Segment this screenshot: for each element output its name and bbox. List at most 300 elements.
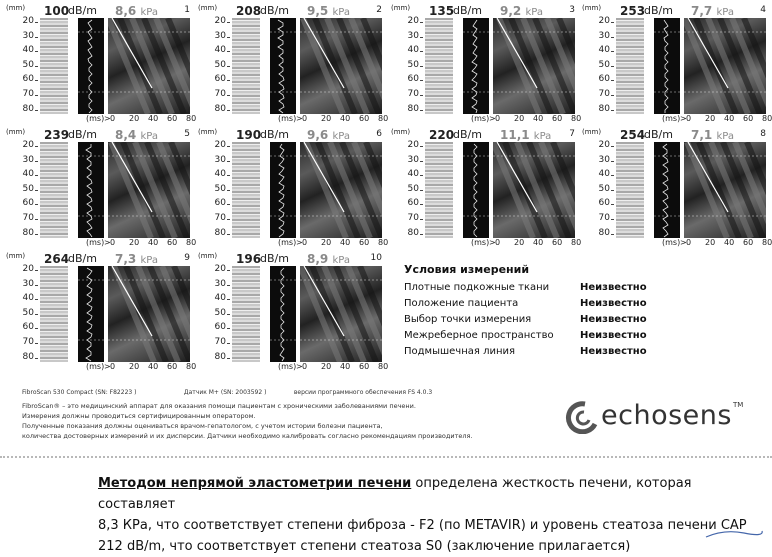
depth-axis — [196, 250, 230, 360]
stiffness-value — [500, 128, 551, 142]
elastogram-image — [684, 18, 766, 114]
time-axis — [86, 362, 197, 374]
elastogram-image — [300, 266, 382, 362]
depth-tick-label: 60 — [598, 198, 610, 209]
time-unit: (ms) — [278, 238, 297, 247]
depth-axis — [4, 2, 38, 112]
depth-tick-label: 70 — [407, 213, 419, 223]
a-mode-trace — [78, 266, 104, 362]
device-info — [22, 389, 542, 396]
time-axis — [471, 114, 582, 126]
time-tick-label: 40 — [148, 362, 159, 371]
conclusion-line-1: определена жесткость печени, которая составляет — [98, 476, 692, 512]
conditions-title: Условия измерений — [404, 263, 530, 276]
depth-tick-label: 20 — [598, 140, 610, 150]
stiffness-number: 9,5 — [307, 4, 329, 18]
time-tick-label: 0 — [302, 114, 308, 123]
m-mode-image — [425, 142, 453, 238]
time-tick-label: 80 — [186, 238, 197, 247]
depth-tick-label: 60 — [214, 198, 226, 209]
depth-tick-label: 40 — [407, 45, 419, 56]
stiffness-value — [307, 4, 350, 18]
time-tick-label: 40 — [533, 114, 544, 123]
stiffness-value — [115, 252, 158, 266]
cap-value: 190 — [236, 128, 262, 142]
time-tick-label: 20 — [705, 238, 716, 247]
a-mode-trace — [463, 142, 489, 238]
time-unit: (ms) — [471, 238, 490, 247]
time-tick-label: 60 — [167, 362, 178, 371]
note-line: Измерения должны проводиться сертифицированным оператором. — [22, 412, 256, 420]
time-tick-label: 0 — [686, 114, 692, 123]
a-mode-trace — [270, 266, 296, 362]
m-mode-image — [616, 18, 644, 114]
cap-unit: dB/m — [260, 128, 289, 141]
m-mode-image — [40, 18, 68, 114]
depth-unit: (mm) — [391, 4, 411, 12]
cap-value: 208 — [236, 4, 262, 18]
time-axis-marker: > — [296, 114, 303, 123]
depth-tick-label: 70 — [22, 337, 34, 347]
elastogram-image — [108, 142, 190, 238]
depth-tick-label: 40 — [598, 169, 610, 180]
depth-tick-label: 60 — [407, 198, 419, 209]
logo-trademark: TM — [733, 401, 744, 409]
software-version: версии программного обеспечения FS 4.0.3 — [293, 389, 433, 396]
depth-tick-label: 30 — [22, 154, 34, 165]
depth-tick-label: 50 — [598, 59, 610, 70]
depth-tick-label: 40 — [214, 45, 226, 56]
cap-unit: dB/m — [260, 252, 289, 265]
condition-value: Неизвестно — [580, 298, 647, 309]
cap-value: 239 — [44, 128, 70, 142]
a-mode-trace — [78, 142, 104, 238]
time-tick-label: 60 — [743, 238, 754, 247]
time-tick-label: 20 — [514, 114, 525, 123]
depth-tick-label: 50 — [214, 183, 226, 194]
m-mode-image — [232, 18, 260, 114]
stiffness-number: 9,2 — [500, 4, 522, 18]
stiffness-number: 9,6 — [307, 128, 329, 142]
panel-number: 9 — [184, 253, 190, 263]
condition-value: Неизвестно — [580, 282, 647, 293]
stiffness-unit: kPa — [716, 131, 734, 142]
depth-tick-label: 50 — [22, 183, 34, 194]
panel-number: 6 — [376, 129, 382, 139]
cap-value: 135 — [429, 4, 455, 18]
depth-tick-label: 60 — [22, 74, 34, 85]
depth-tick-label: 30 — [22, 30, 34, 41]
measurement-panel — [4, 126, 197, 248]
m-mode-image — [40, 266, 68, 362]
depth-tick-label: 80 — [598, 227, 610, 238]
condition-label: Выбор точки измерения — [404, 314, 532, 325]
time-axis-marker: > — [104, 238, 111, 247]
stiffness-unit: kPa — [332, 7, 350, 18]
stiffness-unit: kPa — [525, 7, 543, 18]
time-tick-label: 80 — [186, 362, 197, 371]
conclusion-text — [98, 473, 748, 557]
condition-value: Неизвестно — [580, 314, 647, 325]
note-line: количества достоверных измерений и их дисперсии. Датчики необходимо калибровать согласно рекомендациям производителя. — [22, 432, 473, 440]
time-tick-label: 60 — [359, 362, 370, 371]
panel-number: 4 — [760, 5, 766, 15]
depth-unit: (mm) — [6, 4, 26, 12]
depth-tick-label: 60 — [214, 74, 226, 85]
time-axis — [662, 238, 772, 250]
depth-unit: (mm) — [582, 128, 602, 136]
time-tick-label: 60 — [552, 114, 563, 123]
depth-unit: (mm) — [391, 128, 411, 136]
stiffness-number: 8,9 — [307, 252, 329, 266]
time-tick-label: 20 — [321, 238, 332, 247]
cap-unit: dB/m — [453, 4, 482, 17]
time-axis-marker: > — [680, 238, 687, 247]
panel-number: 5 — [184, 129, 190, 139]
stiffness-number: 8,4 — [115, 128, 137, 142]
time-tick-label: 0 — [686, 238, 692, 247]
time-tick-label: 80 — [378, 238, 389, 247]
depth-tick-label: 30 — [598, 30, 610, 41]
measurement-conditions — [404, 263, 704, 362]
measurement-panel — [196, 2, 389, 124]
panel-number: 8 — [760, 129, 766, 139]
condition-label: Межреберное пространство — [404, 330, 554, 341]
time-tick-label: 20 — [129, 114, 140, 123]
depth-tick-label: 80 — [214, 351, 226, 362]
time-axis-marker: > — [296, 362, 303, 371]
time-tick-label: 60 — [359, 114, 370, 123]
depth-tick-label: 30 — [22, 278, 34, 289]
depth-tick-label: 30 — [407, 30, 419, 41]
a-mode-trace — [654, 18, 680, 114]
time-tick-label: 40 — [340, 114, 351, 123]
depth-tick-label: 80 — [22, 227, 34, 238]
depth-axis — [196, 2, 230, 112]
panel-number: 1 — [184, 5, 190, 15]
condition-value: Неизвестно — [580, 346, 647, 357]
cap-unit: dB/m — [453, 128, 482, 141]
time-axis — [86, 238, 197, 250]
echosens-logo — [565, 398, 755, 438]
time-tick-label: 40 — [724, 238, 735, 247]
depth-axis — [580, 126, 614, 236]
depth-axis — [580, 2, 614, 112]
m-mode-image — [232, 142, 260, 238]
time-tick-label: 40 — [724, 114, 735, 123]
condition-label: Положение пациента — [404, 298, 519, 309]
conclusion-line-2: 8,3 КРа, что соответствует степени фиброза - F2 (по METAVIR) и уровень стеатоза печени САР — [98, 518, 747, 533]
stiffness-unit: kPa — [533, 131, 552, 142]
time-tick-label: 80 — [762, 114, 772, 123]
depth-tick-label: 30 — [407, 154, 419, 165]
time-tick-label: 0 — [110, 238, 116, 247]
note-line: FibroScan® – это медицинский аппарат для оказания помощи пациентам с хроническими заболеваниями печени. — [22, 402, 416, 410]
depth-tick-label: 80 — [598, 103, 610, 114]
depth-tick-label: 20 — [214, 140, 226, 150]
depth-tick-label: 20 — [22, 140, 34, 150]
condition-row — [404, 282, 704, 298]
a-mode-trace — [78, 18, 104, 114]
time-tick-label: 80 — [571, 114, 582, 123]
time-unit: (ms) — [662, 238, 681, 247]
depth-axis — [389, 2, 423, 112]
depth-tick-label: 60 — [598, 74, 610, 85]
time-axis — [278, 238, 389, 250]
signature-scribble — [704, 527, 764, 539]
elastogram-image — [493, 18, 575, 114]
m-mode-image — [616, 142, 644, 238]
depth-tick-label: 30 — [214, 154, 226, 165]
depth-tick-label: 50 — [598, 183, 610, 194]
depth-tick-label: 70 — [598, 89, 610, 99]
cap-value: 196 — [236, 252, 262, 266]
stiffness-value — [307, 252, 350, 266]
time-axis — [278, 362, 389, 374]
stiffness-number: 7,7 — [691, 4, 713, 18]
cap-value: 220 — [429, 128, 455, 142]
depth-tick-label: 80 — [22, 351, 34, 362]
depth-tick-label: 50 — [407, 183, 419, 194]
depth-tick-label: 70 — [598, 213, 610, 223]
time-tick-label: 0 — [110, 362, 116, 371]
elastogram-image — [684, 142, 766, 238]
condition-row — [404, 314, 704, 330]
time-tick-label: 0 — [302, 362, 308, 371]
elastogram-image — [300, 18, 382, 114]
note-line: Полученные показания должны оцениваться врачом-гепатологом, с учетом истории болезни пациента, — [22, 422, 383, 430]
time-axis — [471, 238, 582, 250]
disclaimer-notes — [22, 401, 492, 441]
time-tick-label: 40 — [148, 114, 159, 123]
condition-label: Плотные подкожные ткани — [404, 282, 550, 293]
time-axis-marker: > — [104, 114, 111, 123]
time-tick-label: 40 — [533, 238, 544, 247]
depth-tick-label: 40 — [22, 169, 34, 180]
stiffness-number: 11,1 — [500, 128, 530, 142]
depth-tick-label: 20 — [22, 16, 34, 26]
cap-value: 254 — [620, 128, 646, 142]
stiffness-number: 7,1 — [691, 128, 713, 142]
depth-tick-label: 70 — [214, 213, 226, 223]
cap-unit: dB/m — [260, 4, 289, 17]
depth-tick-label: 30 — [214, 278, 226, 289]
depth-tick-label: 20 — [407, 140, 419, 150]
cap-unit: dB/m — [68, 252, 97, 265]
depth-tick-label: 80 — [214, 227, 226, 238]
depth-unit: (mm) — [198, 128, 218, 136]
depth-tick-label: 40 — [22, 45, 34, 56]
elastogram-image — [108, 18, 190, 114]
time-axis — [662, 114, 772, 126]
cap-value: 264 — [44, 252, 70, 266]
stiffness-value — [500, 4, 543, 18]
time-axis-marker: > — [489, 238, 496, 247]
time-tick-label: 20 — [129, 238, 140, 247]
measurement-panel — [4, 250, 197, 372]
a-mode-trace — [463, 18, 489, 114]
time-tick-label: 40 — [148, 238, 159, 247]
condition-row — [404, 298, 704, 314]
depth-tick-label: 80 — [407, 227, 419, 238]
stiffness-number: 8,6 — [115, 4, 137, 18]
time-tick-label: 80 — [378, 114, 389, 123]
probe-info: Датчик M+ (SN: 2003592 ) — [183, 389, 267, 396]
cap-unit: dB/m — [68, 4, 97, 17]
time-unit: (ms) — [278, 114, 297, 123]
cap-value: 253 — [620, 4, 646, 18]
time-tick-label: 80 — [186, 114, 197, 123]
stiffness-unit: kPa — [332, 131, 350, 142]
depth-tick-label: 40 — [407, 169, 419, 180]
depth-tick-label: 80 — [214, 103, 226, 114]
stiffness-unit: kPa — [140, 131, 158, 142]
time-tick-label: 0 — [495, 238, 501, 247]
depth-tick-label: 70 — [214, 89, 226, 99]
depth-unit: (mm) — [6, 252, 26, 260]
time-tick-label: 80 — [571, 238, 582, 247]
stiffness-unit: kPa — [140, 255, 158, 266]
depth-unit: (mm) — [198, 252, 218, 260]
depth-tick-label: 60 — [214, 322, 226, 333]
echosens-logo-icon — [565, 400, 599, 434]
time-unit: (ms) — [86, 238, 105, 247]
condition-row — [404, 330, 704, 346]
cap-unit: dB/m — [644, 128, 673, 141]
depth-tick-label: 20 — [598, 16, 610, 26]
time-unit: (ms) — [86, 114, 105, 123]
measurement-panel — [580, 126, 772, 248]
measurement-panel — [196, 250, 389, 372]
depth-tick-label: 70 — [214, 337, 226, 347]
time-tick-label: 40 — [340, 238, 351, 247]
divider — [0, 456, 772, 458]
time-tick-label: 0 — [110, 114, 116, 123]
time-axis — [278, 114, 389, 126]
depth-tick-label: 20 — [214, 264, 226, 274]
time-unit: (ms) — [471, 114, 490, 123]
measurement-panel — [389, 2, 582, 124]
stiffness-number: 7,3 — [115, 252, 137, 266]
depth-tick-label: 20 — [22, 264, 34, 274]
conclusion-lead: Методом непрямой эластометрии печени — [98, 476, 412, 491]
depth-axis — [196, 126, 230, 236]
depth-unit: (mm) — [198, 4, 218, 12]
device-model: FibroScan 530 Compact (SN: F82223 ) — [22, 389, 137, 396]
stiffness-value — [691, 4, 734, 18]
depth-tick-label: 20 — [214, 16, 226, 26]
measurement-panel — [4, 2, 197, 124]
time-tick-label: 80 — [378, 362, 389, 371]
panel-number: 3 — [569, 5, 575, 15]
depth-tick-label: 50 — [214, 59, 226, 70]
stiffness-unit: kPa — [716, 7, 734, 18]
depth-unit: (mm) — [6, 128, 26, 136]
depth-tick-label: 70 — [22, 213, 34, 223]
time-axis-marker: > — [489, 114, 496, 123]
condition-value: Неизвестно — [580, 330, 647, 341]
time-tick-label: 60 — [167, 114, 178, 123]
panel-number: 2 — [376, 5, 382, 15]
depth-axis — [4, 126, 38, 236]
time-tick-label: 80 — [762, 238, 772, 247]
time-tick-label: 60 — [359, 238, 370, 247]
time-tick-label: 20 — [321, 114, 332, 123]
time-unit: (ms) — [86, 362, 105, 371]
a-mode-trace — [270, 18, 296, 114]
depth-tick-label: 70 — [22, 89, 34, 99]
depth-tick-label: 50 — [407, 59, 419, 70]
depth-tick-label: 50 — [214, 307, 226, 318]
time-axis-marker: > — [104, 362, 111, 371]
time-axis-marker: > — [680, 114, 687, 123]
stiffness-unit: kPa — [140, 7, 158, 18]
a-mode-trace — [270, 142, 296, 238]
time-tick-label: 60 — [552, 238, 563, 247]
time-tick-label: 0 — [302, 238, 308, 247]
cap-unit: dB/m — [644, 4, 673, 17]
time-tick-label: 0 — [495, 114, 501, 123]
stiffness-value — [691, 128, 734, 142]
cap-value: 100 — [44, 4, 70, 18]
time-tick-label: 20 — [129, 362, 140, 371]
depth-tick-label: 60 — [407, 74, 419, 85]
stiffness-value — [115, 128, 158, 142]
depth-axis — [4, 250, 38, 360]
stiffness-value — [307, 128, 350, 142]
time-unit: (ms) — [278, 362, 297, 371]
time-tick-label: 60 — [167, 238, 178, 247]
time-tick-label: 20 — [705, 114, 716, 123]
logo-wordmark: echosens — [601, 400, 732, 431]
time-tick-label: 20 — [514, 238, 525, 247]
m-mode-image — [425, 18, 453, 114]
depth-tick-label: 60 — [22, 198, 34, 209]
panel-number: 7 — [569, 129, 575, 139]
elastogram-image — [108, 266, 190, 362]
depth-tick-label: 40 — [22, 293, 34, 304]
conclusion-line-3: 212 dB/m, что соответствует степени стеатоза S0 (заключение прилагается) — [98, 539, 631, 554]
condition-row — [404, 346, 704, 362]
depth-tick-label: 40 — [214, 293, 226, 304]
m-mode-image — [232, 266, 260, 362]
depth-tick-label: 40 — [598, 45, 610, 56]
measurement-panel — [389, 126, 582, 248]
depth-tick-label: 80 — [407, 103, 419, 114]
depth-tick-label: 80 — [22, 103, 34, 114]
stiffness-unit: kPa — [332, 255, 350, 266]
time-tick-label: 40 — [340, 362, 351, 371]
elastogram-image — [300, 142, 382, 238]
panel-number: 10 — [370, 253, 382, 263]
cap-unit: dB/m — [68, 128, 97, 141]
depth-tick-label: 20 — [407, 16, 419, 26]
measurement-panel — [196, 126, 389, 248]
depth-axis — [389, 126, 423, 236]
time-unit: (ms) — [662, 114, 681, 123]
elastogram-image — [493, 142, 575, 238]
depth-tick-label: 60 — [22, 322, 34, 333]
depth-unit: (mm) — [582, 4, 602, 12]
stiffness-value — [115, 4, 158, 18]
depth-tick-label: 30 — [214, 30, 226, 41]
depth-tick-label: 50 — [22, 59, 34, 70]
time-tick-label: 60 — [743, 114, 754, 123]
time-axis — [86, 114, 197, 126]
depth-tick-label: 70 — [407, 89, 419, 99]
time-tick-label: 20 — [321, 362, 332, 371]
condition-label: Подмышечная линия — [404, 346, 516, 357]
